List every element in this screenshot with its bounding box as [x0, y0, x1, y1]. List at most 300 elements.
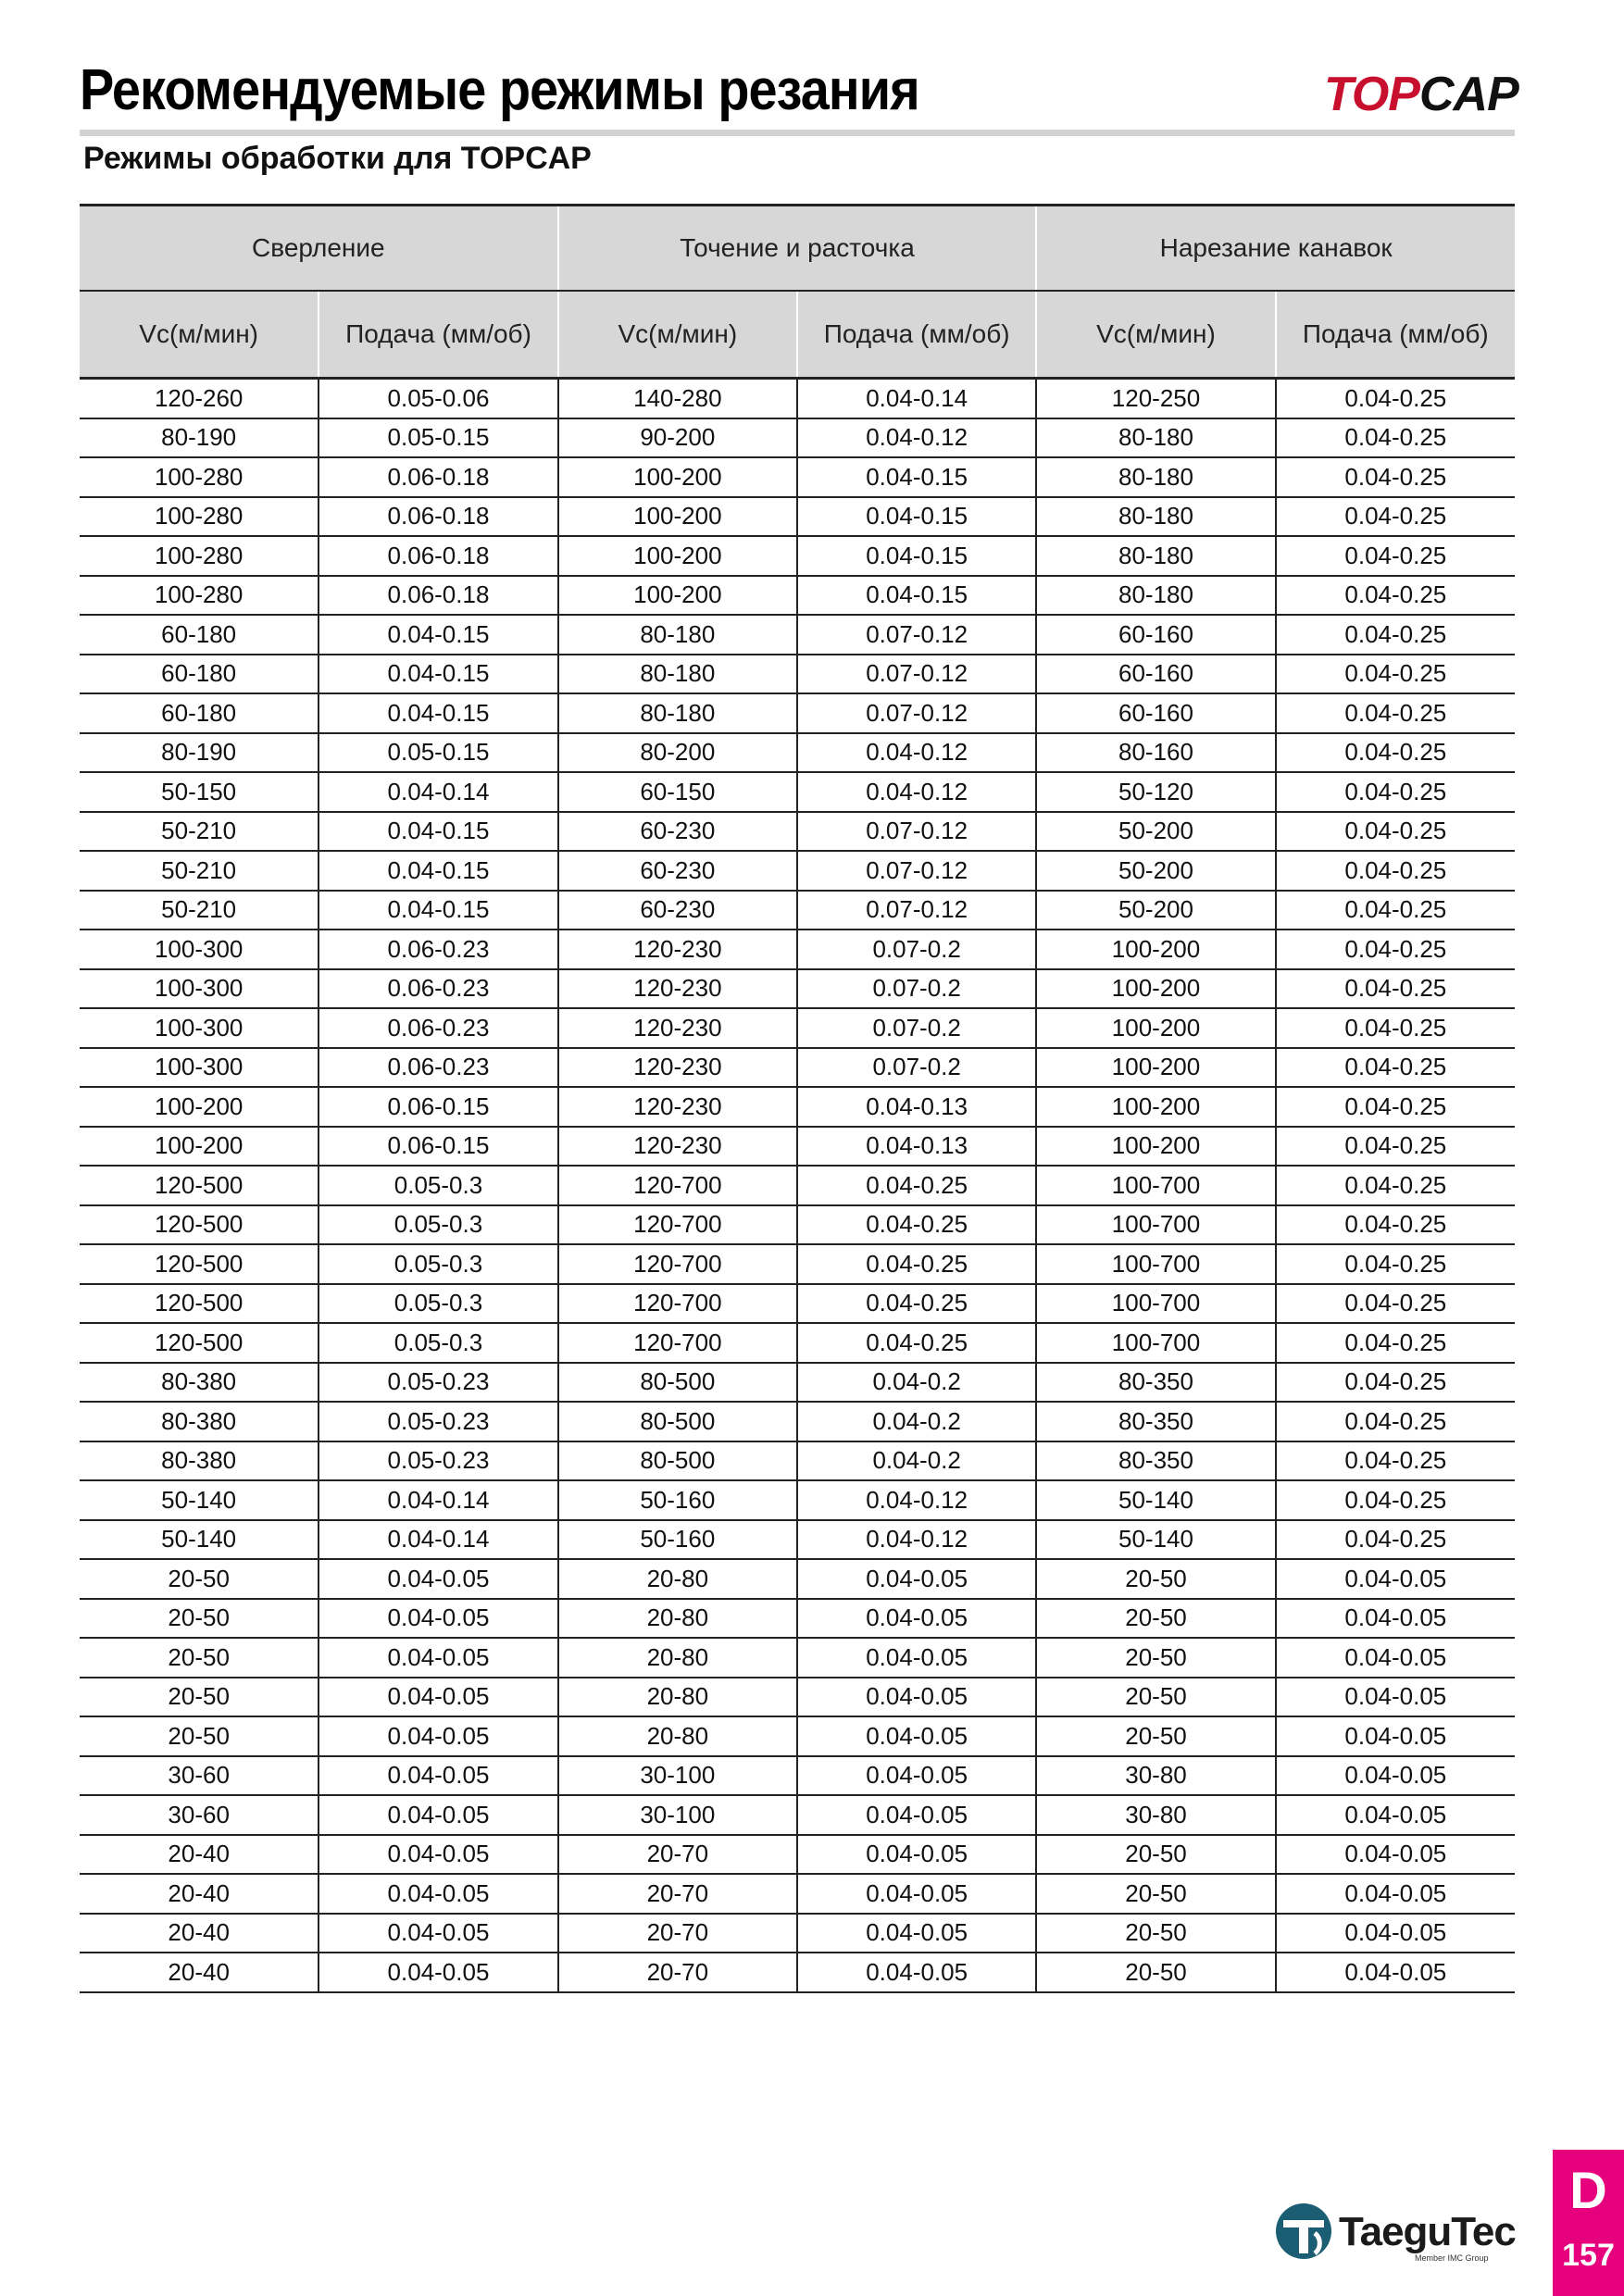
drilling-feed-cell: 0.05-0.15 — [319, 418, 557, 458]
drilling-feed-cell: 0.04-0.14 — [319, 1480, 557, 1520]
drilling-feed-cell: 0.04-0.14 — [319, 1520, 557, 1560]
grooving-feed-cell: 0.04-0.25 — [1276, 1363, 1515, 1403]
grooving-feed-cell: 0.04-0.05 — [1276, 1559, 1515, 1599]
grooving-vc-cell: 100-200 — [1036, 930, 1275, 969]
turning-feed-cell: 0.04-0.13 — [797, 1087, 1036, 1127]
drilling-feed-cell: 0.04-0.14 — [319, 772, 557, 812]
grooving-feed-cell: 0.04-0.25 — [1276, 497, 1515, 537]
turning-feed-cell: 0.04-0.2 — [797, 1402, 1036, 1441]
grooving-vc-cell: 20-50 — [1036, 1953, 1275, 1992]
drilling-feed-cell: 0.04-0.15 — [319, 655, 557, 694]
grooving-feed-cell: 0.04-0.25 — [1276, 891, 1515, 930]
drilling-feed-cell: 0.04-0.05 — [319, 1914, 557, 1953]
drilling-feed-cell: 0.05-0.3 — [319, 1323, 557, 1363]
turning-feed-cell: 0.04-0.15 — [797, 497, 1036, 537]
table-row — [80, 1716, 1515, 1756]
turning-feed-cell: 0.04-0.12 — [797, 733, 1036, 773]
topcap-logo-top: TOP — [1324, 68, 1419, 121]
grooving-feed-cell: 0.04-0.25 — [1276, 733, 1515, 773]
turning-vc-cell: 120-230 — [558, 969, 797, 1009]
turning-feed-cell: 0.07-0.2 — [797, 1048, 1036, 1088]
turning-vc-cell: 80-500 — [558, 1363, 797, 1403]
drilling-vc-cell: 120-500 — [80, 1166, 319, 1205]
turning-vc-cell: 20-70 — [558, 1874, 797, 1914]
drilling-feed-cell: 0.04-0.15 — [319, 891, 557, 930]
table-row — [80, 1048, 1515, 1088]
grooving-vc-cell: 100-200 — [1036, 1048, 1275, 1088]
grooving-vc-cell: 30-80 — [1036, 1756, 1275, 1796]
drilling-feed-cell: 0.04-0.15 — [319, 693, 557, 733]
grooving-vc-cell: 50-200 — [1036, 851, 1275, 891]
table-row — [80, 930, 1515, 969]
turning-vc-cell: 20-80 — [558, 1559, 797, 1599]
turning-vc-cell: 20-70 — [558, 1953, 797, 1992]
grooving-vc-cell: 80-180 — [1036, 418, 1275, 458]
turning-vc-cell: 80-180 — [558, 655, 797, 694]
cutting-regimes-table — [80, 204, 1515, 1993]
grooving-feed-cell: 0.04-0.05 — [1276, 1953, 1515, 1992]
drilling-feed-cell: 0.04-0.05 — [319, 1953, 557, 1992]
grooving-vc-cell: 50-120 — [1036, 772, 1275, 812]
table-row — [80, 1559, 1515, 1599]
drilling-feed-cell: 0.06-0.15 — [319, 1087, 557, 1127]
turning-vc-cell: 120-230 — [558, 1008, 797, 1048]
drilling-vc-cell: 50-210 — [80, 851, 319, 891]
table-row — [80, 1441, 1515, 1481]
turning-feed-cell: 0.07-0.12 — [797, 655, 1036, 694]
taegutec-logo — [1274, 2198, 1515, 2272]
column-header-feed: Подача (мм/об) — [797, 291, 1036, 379]
turning-feed-cell: 0.07-0.12 — [797, 891, 1036, 930]
drilling-vc-cell: 100-200 — [80, 1127, 319, 1167]
grooving-feed-cell: 0.04-0.25 — [1276, 379, 1515, 418]
turning-feed-cell: 0.04-0.15 — [797, 576, 1036, 616]
grooving-feed-cell: 0.04-0.05 — [1276, 1835, 1515, 1875]
drilling-feed-cell: 0.05-0.15 — [319, 733, 557, 773]
drilling-vc-cell: 30-60 — [80, 1756, 319, 1796]
drilling-feed-cell: 0.05-0.06 — [319, 379, 557, 418]
turning-feed-cell: 0.04-0.25 — [797, 1284, 1036, 1324]
grooving-feed-cell: 0.04-0.05 — [1276, 1638, 1515, 1678]
drilling-feed-cell: 0.06-0.23 — [319, 930, 557, 969]
grooving-vc-cell: 80-180 — [1036, 457, 1275, 497]
drilling-vc-cell: 120-260 — [80, 379, 319, 418]
table-row — [80, 1166, 1515, 1205]
turning-vc-cell: 20-80 — [558, 1678, 797, 1717]
column-header-vc: Vc(м/мин) — [1036, 291, 1275, 379]
turning-feed-cell: 0.07-0.12 — [797, 851, 1036, 891]
drilling-vc-cell: 100-300 — [80, 1048, 319, 1088]
grooving-feed-cell: 0.04-0.25 — [1276, 655, 1515, 694]
table-row — [80, 1205, 1515, 1245]
turning-feed-cell: 0.04-0.05 — [797, 1716, 1036, 1756]
drilling-vc-cell: 120-500 — [80, 1284, 319, 1324]
drilling-feed-cell: 0.05-0.23 — [319, 1402, 557, 1441]
drilling-vc-cell: 120-500 — [80, 1205, 319, 1245]
grooving-feed-cell: 0.04-0.25 — [1276, 536, 1515, 576]
turning-vc-cell: 120-700 — [558, 1205, 797, 1245]
grooving-vc-cell: 20-50 — [1036, 1678, 1275, 1717]
table-body — [80, 379, 1515, 1992]
drilling-vc-cell: 50-140 — [80, 1480, 319, 1520]
drilling-feed-cell: 0.06-0.23 — [319, 1008, 557, 1048]
page-title: Рекомендуемые режимы резания — [80, 58, 919, 122]
turning-feed-cell: 0.04-0.15 — [797, 536, 1036, 576]
table-row — [80, 576, 1515, 616]
turning-feed-cell: 0.04-0.25 — [797, 1205, 1036, 1245]
column-header-vc: Vc(м/мин) — [558, 291, 797, 379]
drilling-feed-cell: 0.05-0.23 — [319, 1441, 557, 1481]
company-name: TaeguTec — [1339, 2209, 1516, 2254]
drilling-feed-cell: 0.06-0.23 — [319, 969, 557, 1009]
turning-feed-cell: 0.04-0.2 — [797, 1363, 1036, 1403]
turning-feed-cell: 0.04-0.05 — [797, 1599, 1036, 1639]
turning-feed-cell: 0.04-0.13 — [797, 1127, 1036, 1167]
group-header-drilling: Сверление — [80, 206, 558, 292]
table-row — [80, 1678, 1515, 1717]
drilling-feed-cell: 0.04-0.05 — [319, 1716, 557, 1756]
table-row — [80, 1480, 1515, 1520]
grooving-feed-cell: 0.04-0.25 — [1276, 812, 1515, 852]
column-header-vc: Vc(м/мин) — [80, 291, 319, 379]
drilling-vc-cell: 20-40 — [80, 1874, 319, 1914]
drilling-vc-cell: 80-380 — [80, 1363, 319, 1403]
grooving-feed-cell: 0.04-0.05 — [1276, 1678, 1515, 1717]
turning-feed-cell: 0.04-0.05 — [797, 1559, 1036, 1599]
section-subtitle: Режимы обработки для TOPCAP — [83, 141, 592, 176]
grooving-vc-cell: 80-180 — [1036, 536, 1275, 576]
grooving-vc-cell: 60-160 — [1036, 655, 1275, 694]
column-header-feed: Подача (мм/об) — [1276, 291, 1515, 379]
drilling-feed-cell: 0.06-0.18 — [319, 497, 557, 537]
turning-feed-cell: 0.07-0.12 — [797, 615, 1036, 655]
turning-vc-cell: 120-700 — [558, 1244, 797, 1284]
table-row — [80, 457, 1515, 497]
grooving-vc-cell: 20-50 — [1036, 1835, 1275, 1875]
drilling-feed-cell: 0.04-0.05 — [319, 1795, 557, 1835]
turning-vc-cell: 30-100 — [558, 1795, 797, 1835]
table-row — [80, 1795, 1515, 1835]
turning-vc-cell: 20-80 — [558, 1599, 797, 1639]
drilling-feed-cell: 0.04-0.15 — [319, 812, 557, 852]
drilling-vc-cell: 20-50 — [80, 1599, 319, 1639]
grooving-feed-cell: 0.04-0.25 — [1276, 851, 1515, 891]
grooving-vc-cell: 20-50 — [1036, 1599, 1275, 1639]
drilling-vc-cell: 50-210 — [80, 891, 319, 930]
table-row — [80, 733, 1515, 773]
taegutec-mark-icon — [1274, 2202, 1333, 2261]
group-header-grooving: Нарезание канавок — [1036, 206, 1515, 292]
turning-feed-cell: 0.04-0.25 — [797, 1166, 1036, 1205]
turning-feed-cell: 0.04-0.12 — [797, 772, 1036, 812]
table-row — [80, 379, 1515, 418]
drilling-feed-cell: 0.05-0.3 — [319, 1205, 557, 1245]
table-row — [80, 497, 1515, 537]
grooving-vc-cell: 50-200 — [1036, 891, 1275, 930]
drilling-feed-cell: 0.06-0.15 — [319, 1127, 557, 1167]
turning-feed-cell: 0.04-0.25 — [797, 1323, 1036, 1363]
grooving-feed-cell: 0.04-0.25 — [1276, 969, 1515, 1009]
title-divider — [80, 130, 1515, 136]
drilling-feed-cell: 0.06-0.18 — [319, 457, 557, 497]
turning-vc-cell: 100-200 — [558, 497, 797, 537]
turning-vc-cell: 20-70 — [558, 1914, 797, 1953]
turning-vc-cell: 100-200 — [558, 576, 797, 616]
grooving-vc-cell: 100-200 — [1036, 1008, 1275, 1048]
topcap-logo — [1324, 67, 1518, 122]
group-header-turning: Точение и расточка — [558, 206, 1037, 292]
turning-vc-cell: 100-200 — [558, 536, 797, 576]
table-row — [80, 418, 1515, 458]
grooving-vc-cell: 80-180 — [1036, 576, 1275, 616]
turning-vc-cell: 120-230 — [558, 1087, 797, 1127]
grooving-vc-cell: 100-700 — [1036, 1284, 1275, 1324]
table-row — [80, 1127, 1515, 1167]
grooving-vc-cell: 100-200 — [1036, 1087, 1275, 1127]
grooving-vc-cell: 80-350 — [1036, 1441, 1275, 1481]
turning-feed-cell: 0.04-0.15 — [797, 457, 1036, 497]
column-header-feed: Подача (мм/об) — [319, 291, 557, 379]
drilling-feed-cell: 0.04-0.15 — [319, 851, 557, 891]
drilling-vc-cell: 100-280 — [80, 576, 319, 616]
turning-vc-cell: 50-160 — [558, 1520, 797, 1560]
drilling-vc-cell: 20-50 — [80, 1678, 319, 1717]
grooving-vc-cell: 50-140 — [1036, 1520, 1275, 1560]
turning-vc-cell: 80-180 — [558, 693, 797, 733]
turning-feed-cell: 0.04-0.05 — [797, 1756, 1036, 1796]
table-row — [80, 536, 1515, 576]
drilling-vc-cell: 20-40 — [80, 1835, 319, 1875]
grooving-feed-cell: 0.04-0.05 — [1276, 1716, 1515, 1756]
turning-vc-cell: 120-230 — [558, 1127, 797, 1167]
drilling-feed-cell: 0.04-0.05 — [319, 1835, 557, 1875]
table-row — [80, 1402, 1515, 1441]
topcap-logo-cap: CAP — [1418, 68, 1518, 121]
grooving-feed-cell: 0.04-0.25 — [1276, 1087, 1515, 1127]
turning-feed-cell: 0.04-0.05 — [797, 1835, 1036, 1875]
drilling-vc-cell: 80-190 — [80, 418, 319, 458]
grooving-feed-cell: 0.04-0.05 — [1276, 1756, 1515, 1796]
grooving-vc-cell: 100-200 — [1036, 1127, 1275, 1167]
turning-vc-cell: 140-280 — [558, 379, 797, 418]
drilling-vc-cell: 100-280 — [80, 536, 319, 576]
turning-vc-cell: 20-70 — [558, 1835, 797, 1875]
turning-feed-cell: 0.04-0.12 — [797, 1520, 1036, 1560]
grooving-feed-cell: 0.04-0.25 — [1276, 930, 1515, 969]
table-row — [80, 1914, 1515, 1953]
drilling-vc-cell: 120-500 — [80, 1244, 319, 1284]
table-row — [80, 655, 1515, 694]
turning-vc-cell: 20-80 — [558, 1638, 797, 1678]
turning-feed-cell: 0.04-0.2 — [797, 1441, 1036, 1481]
drilling-feed-cell: 0.05-0.23 — [319, 1363, 557, 1403]
turning-vc-cell: 80-500 — [558, 1441, 797, 1481]
drilling-vc-cell: 100-300 — [80, 930, 319, 969]
table-row — [80, 1087, 1515, 1127]
turning-vc-cell: 20-80 — [558, 1716, 797, 1756]
table-row — [80, 615, 1515, 655]
grooving-vc-cell: 20-50 — [1036, 1874, 1275, 1914]
drilling-vc-cell: 20-50 — [80, 1716, 319, 1756]
table-row — [80, 1323, 1515, 1363]
drilling-feed-cell: 0.04-0.05 — [319, 1756, 557, 1796]
table-row — [80, 851, 1515, 891]
drilling-vc-cell: 50-140 — [80, 1520, 319, 1560]
grooving-vc-cell: 60-160 — [1036, 615, 1275, 655]
grooving-vc-cell: 20-50 — [1036, 1914, 1275, 1953]
drilling-feed-cell: 0.04-0.05 — [319, 1678, 557, 1717]
turning-feed-cell: 0.04-0.12 — [797, 1480, 1036, 1520]
drilling-feed-cell: 0.06-0.18 — [319, 536, 557, 576]
grooving-feed-cell: 0.04-0.05 — [1276, 1795, 1515, 1835]
turning-feed-cell: 0.04-0.05 — [797, 1874, 1036, 1914]
turning-vc-cell: 80-200 — [558, 733, 797, 773]
grooving-vc-cell: 80-180 — [1036, 497, 1275, 537]
grooving-feed-cell: 0.04-0.25 — [1276, 1520, 1515, 1560]
drilling-feed-cell: 0.05-0.3 — [319, 1166, 557, 1205]
grooving-vc-cell: 100-200 — [1036, 969, 1275, 1009]
grooving-feed-cell: 0.04-0.25 — [1276, 693, 1515, 733]
turning-vc-cell: 120-230 — [558, 1048, 797, 1088]
drilling-feed-cell: 0.04-0.05 — [319, 1559, 557, 1599]
grooving-feed-cell: 0.04-0.25 — [1276, 1008, 1515, 1048]
turning-vc-cell: 120-700 — [558, 1166, 797, 1205]
turning-feed-cell: 0.07-0.2 — [797, 969, 1036, 1009]
drilling-vc-cell: 20-40 — [80, 1914, 319, 1953]
drilling-vc-cell: 60-180 — [80, 655, 319, 694]
grooving-vc-cell: 80-350 — [1036, 1402, 1275, 1441]
drilling-vc-cell: 20-50 — [80, 1638, 319, 1678]
drilling-vc-cell: 100-280 — [80, 457, 319, 497]
turning-feed-cell: 0.04-0.05 — [797, 1953, 1036, 1992]
table-row — [80, 891, 1515, 930]
table-row — [80, 1520, 1515, 1560]
grooving-feed-cell: 0.04-0.25 — [1276, 615, 1515, 655]
turning-feed-cell: 0.04-0.05 — [797, 1678, 1036, 1717]
drilling-feed-cell: 0.06-0.23 — [319, 1048, 557, 1088]
turning-vc-cell: 100-200 — [558, 457, 797, 497]
turning-vc-cell: 120-700 — [558, 1284, 797, 1324]
grooving-feed-cell: 0.04-0.25 — [1276, 772, 1515, 812]
grooving-vc-cell: 20-50 — [1036, 1716, 1275, 1756]
drilling-vc-cell: 80-190 — [80, 733, 319, 773]
grooving-feed-cell: 0.04-0.25 — [1276, 1244, 1515, 1284]
section-letter: D — [1569, 2161, 1607, 2219]
grooving-feed-cell: 0.04-0.05 — [1276, 1874, 1515, 1914]
table-row — [80, 969, 1515, 1009]
drilling-feed-cell: 0.04-0.05 — [319, 1599, 557, 1639]
grooving-feed-cell: 0.04-0.25 — [1276, 1284, 1515, 1324]
turning-vc-cell: 80-500 — [558, 1402, 797, 1441]
turning-feed-cell: 0.04-0.05 — [797, 1638, 1036, 1678]
turning-vc-cell: 60-150 — [558, 772, 797, 812]
grooving-vc-cell: 50-200 — [1036, 812, 1275, 852]
table-row — [80, 1756, 1515, 1796]
grooving-feed-cell: 0.04-0.25 — [1276, 1166, 1515, 1205]
turning-feed-cell: 0.04-0.05 — [797, 1914, 1036, 1953]
table-row — [80, 1638, 1515, 1678]
grooving-vc-cell: 100-700 — [1036, 1323, 1275, 1363]
grooving-feed-cell: 0.04-0.25 — [1276, 1205, 1515, 1245]
grooving-vc-cell: 80-160 — [1036, 733, 1275, 773]
turning-vc-cell: 120-700 — [558, 1323, 797, 1363]
drilling-vc-cell: 100-280 — [80, 497, 319, 537]
table-subheader-row — [80, 291, 1515, 379]
grooving-feed-cell: 0.04-0.25 — [1276, 418, 1515, 458]
grooving-feed-cell: 0.04-0.25 — [1276, 1048, 1515, 1088]
turning-feed-cell: 0.04-0.05 — [797, 1795, 1036, 1835]
grooving-vc-cell: 30-80 — [1036, 1795, 1275, 1835]
turning-vc-cell: 80-180 — [558, 615, 797, 655]
grooving-vc-cell: 120-250 — [1036, 379, 1275, 418]
drilling-feed-cell: 0.06-0.18 — [319, 576, 557, 616]
grooving-vc-cell: 100-700 — [1036, 1205, 1275, 1245]
turning-vc-cell: 50-160 — [558, 1480, 797, 1520]
table-row — [80, 1835, 1515, 1875]
table-row — [80, 1244, 1515, 1284]
grooving-vc-cell: 100-700 — [1036, 1166, 1275, 1205]
grooving-vc-cell: 80-350 — [1036, 1363, 1275, 1403]
grooving-feed-cell: 0.04-0.05 — [1276, 1599, 1515, 1639]
table-row — [80, 772, 1515, 812]
grooving-feed-cell: 0.04-0.25 — [1276, 576, 1515, 616]
table-row — [80, 1953, 1515, 1992]
turning-vc-cell: 60-230 — [558, 812, 797, 852]
table-row — [80, 1599, 1515, 1639]
grooving-feed-cell: 0.04-0.25 — [1276, 1127, 1515, 1167]
turning-feed-cell: 0.04-0.12 — [797, 418, 1036, 458]
turning-feed-cell: 0.07-0.2 — [797, 930, 1036, 969]
grooving-feed-cell: 0.04-0.25 — [1276, 1402, 1515, 1441]
drilling-vc-cell: 50-210 — [80, 812, 319, 852]
table-row — [80, 1284, 1515, 1324]
drilling-feed-cell: 0.05-0.3 — [319, 1244, 557, 1284]
grooving-feed-cell: 0.04-0.05 — [1276, 1914, 1515, 1953]
table-row — [80, 1008, 1515, 1048]
drilling-vc-cell: 100-200 — [80, 1087, 319, 1127]
page-number: 157 — [1562, 2238, 1615, 2273]
turning-vc-cell: 90-200 — [558, 418, 797, 458]
drilling-feed-cell: 0.04-0.15 — [319, 615, 557, 655]
turning-feed-cell: 0.07-0.12 — [797, 812, 1036, 852]
drilling-feed-cell: 0.04-0.05 — [319, 1874, 557, 1914]
section-tab — [1553, 2150, 1624, 2296]
grooving-vc-cell: 20-50 — [1036, 1638, 1275, 1678]
table-row — [80, 1874, 1515, 1914]
drilling-vc-cell: 80-380 — [80, 1441, 319, 1481]
turning-feed-cell: 0.04-0.25 — [797, 1244, 1036, 1284]
drilling-vc-cell: 30-60 — [80, 1795, 319, 1835]
turning-vc-cell: 60-230 — [558, 891, 797, 930]
drilling-vc-cell: 50-150 — [80, 772, 319, 812]
grooving-vc-cell: 60-160 — [1036, 693, 1275, 733]
drilling-feed-cell: 0.04-0.05 — [319, 1638, 557, 1678]
drilling-feed-cell: 0.05-0.3 — [319, 1284, 557, 1324]
drilling-vc-cell: 20-40 — [80, 1953, 319, 1992]
grooving-vc-cell: 50-140 — [1036, 1480, 1275, 1520]
grooving-vc-cell: 100-700 — [1036, 1244, 1275, 1284]
drilling-vc-cell: 60-180 — [80, 615, 319, 655]
drilling-vc-cell: 120-500 — [80, 1323, 319, 1363]
table-row — [80, 693, 1515, 733]
drilling-vc-cell: 20-50 — [80, 1559, 319, 1599]
table-group-header-row — [80, 206, 1515, 292]
table-row — [80, 812, 1515, 852]
grooving-feed-cell: 0.04-0.25 — [1276, 1323, 1515, 1363]
drilling-vc-cell: 100-300 — [80, 969, 319, 1009]
company-tagline: Member IMC Group — [1415, 2253, 1489, 2263]
drilling-vc-cell: 60-180 — [80, 693, 319, 733]
